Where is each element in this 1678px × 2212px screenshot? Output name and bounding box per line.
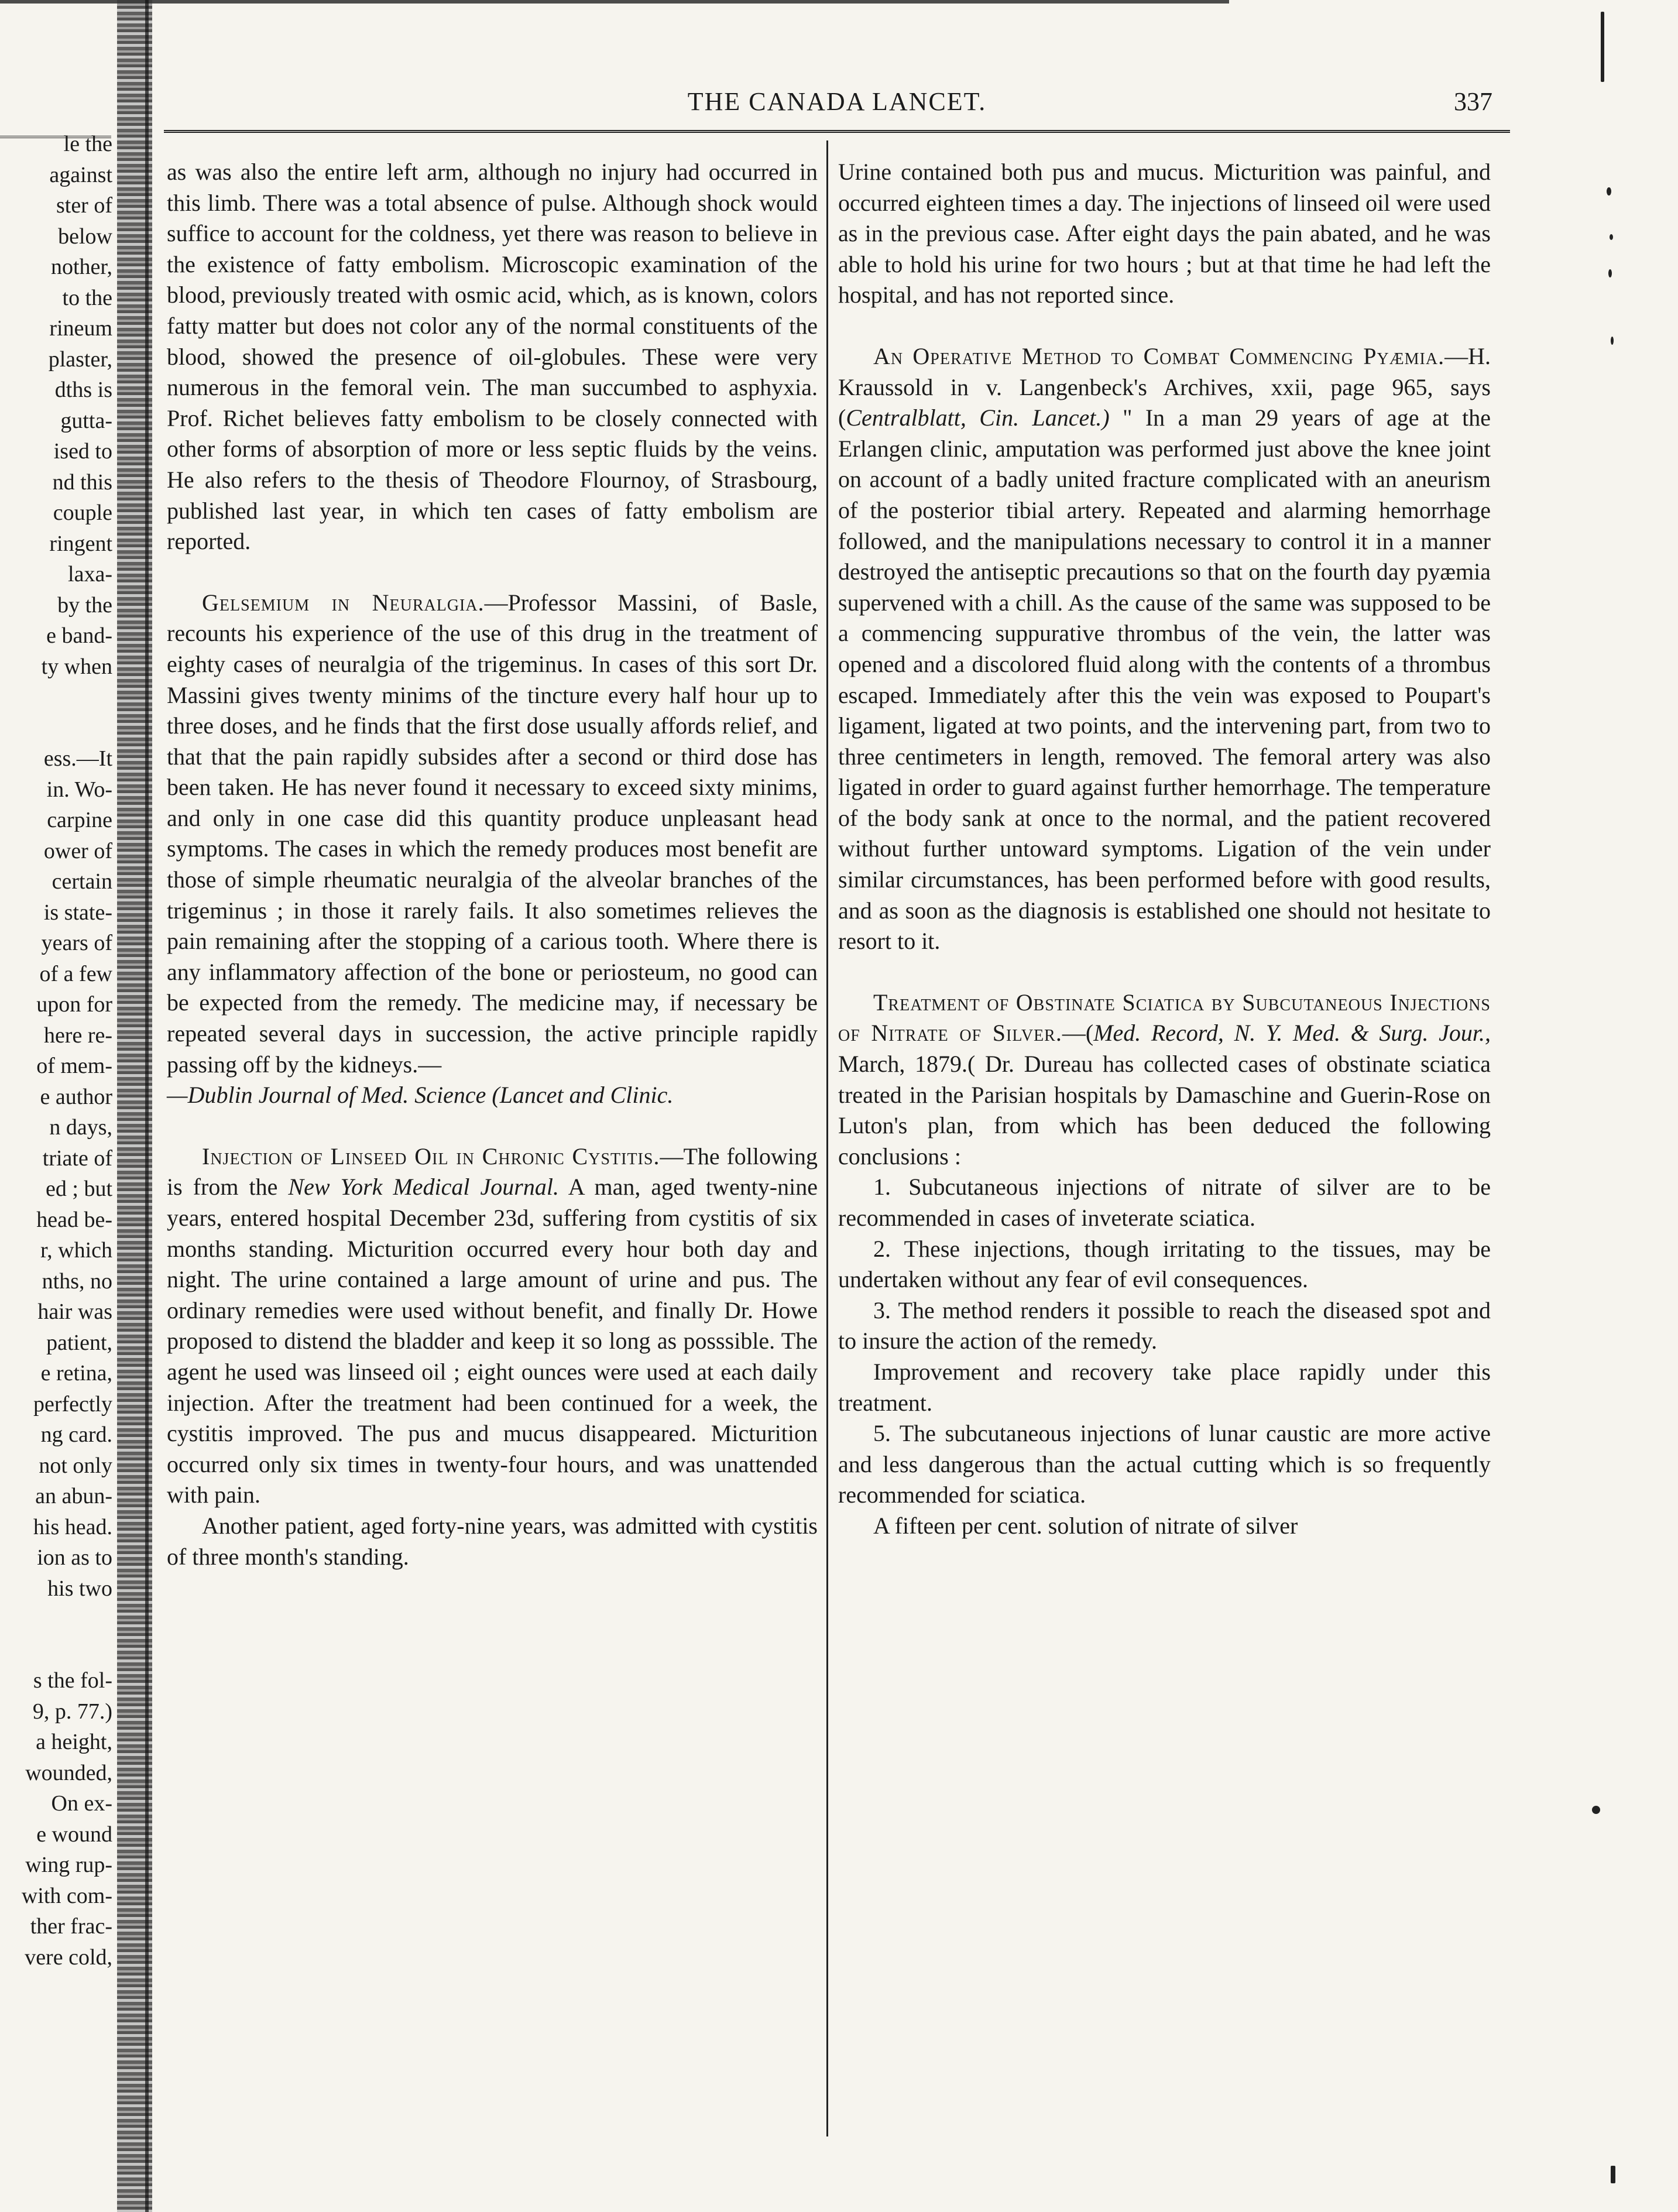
left-fragment-line: not only — [39, 1453, 112, 1478]
conclusion-2: 2. These injections, though irritating to the tissues, may be undertaken without any fear of evil consequences. — [838, 1235, 1491, 1293]
left-fragment-line: gutta- — [60, 408, 112, 433]
binding-edge — [145, 0, 149, 2212]
left-fragment-line: hair was — [37, 1299, 112, 1324]
sciatica-article: Treatment of Obstinate Sciatica by Subcutaneous Injections of Nitrate of Silver.—(Med. Record, N. Y. Med. & Surg. Jour., March, 1879.( Dr. Dureau has collected cases of obstinate sciatica treated in the Parisian hospitals by Damaschine and Guerin-Rose on Luton's plan, from which has been deduced the following conclusions : — [838, 989, 1491, 1170]
left-fragment-line: ised to — [53, 439, 112, 464]
header-rule — [164, 130, 1510, 133]
scan-speck — [1607, 187, 1611, 196]
left-fragment-line: e retina, — [40, 1361, 112, 1385]
sciatica-heading: Treatment of Obstinate Sciatica by Subcutaneous Injections of Nitrate of Silver. — [838, 989, 1491, 1047]
left-fragment-line: ess.—It — [43, 746, 112, 771]
conclusion-3: 3. The method renders it possible to reach the diseased spot and to insure the action of the remedy. — [838, 1297, 1491, 1354]
left-fragment-line — [0, 713, 112, 744]
pyaemia-body: " In a man 29 years of age at the Erlangen clinic, amputation was performed just above the knee joint on account of a badly united fracture complicated with an aneurism of the posterior tibial artery. Repeated and alarming hemorrhage followed, and the manipulations necessary to control it in a manner destroyed the antiseptic precautions so that on the fourth day pyæmia supervened with a chill. As the cause of the same was supposed to be a commencing suppurative thrombus of the vein, the latter was opened and a discolored fluid along with the contents of a thrombus escaped. Immediately after this the vein was exposed to Poupart's ligament, ligated at two points, and the intervening part, from two to three centimeters in length, removed. The femoral artery was also ligated in order to guard against further hemorrhage. The temperature of the body sank at once to the normal, and the patient recovered without further untoward symptoms. Ligation of the vein under similar circumstances, has been performed before with good results, and as soon as the diagnosis is established one should not hesitate to resort to it. — [838, 404, 1491, 955]
left-fragment-line: an abun- — [35, 1484, 112, 1508]
linseed-second-patient: Another patient, aged forty-nine years, was admitted with cystitis of three month's standing. — [167, 1512, 818, 1570]
left-fragment-line: s the fol- — [33, 1668, 112, 1693]
linseed-body: A man, aged twenty-nine years, entered hospital December 23d, suffering from cystitis of six months standing. Micturition occurred every hour both day and night. The urine contained a large amount of urine and pus. The ordinary remedies were used without benefit, and finally Dr. Howe proposed to distend the bladder and keep it so long as posssible. The agent he used was linseed oil ; eight ounces were used at each daily injection. After the treatment had been continued for a week, the cystitis improved. The pus and mucus disappeared. Micturition occurred only six times in twenty-four hours, and was unattended with pain. — [167, 1174, 818, 1508]
fatty-embolism-paragraph: as was also the entire left arm, although no injury had occurred in this limb. There was a total absence of pulse. Although shock would suffice to account for the coldness, yet there was reason to believe in the existence of fatty embolism. Microscopic examination of the blood, previously treated with osmic acid, which, as is known, colors fatty matter but does not color any of the normal constituents of the blood, showed the presence of oil-globules. These were very numerous in the femoral vein. The man succumbed to asphyxia. Prof. Richet believes fatty embolism to be closely connected with other forms of absorption of more or less septic fluids by the veins. He also refers to the thesis of Theodore Flournoy, of Strasbourg, published last year, in which ten cases of fatty embolism are reported. — [167, 159, 818, 555]
scan-speck — [1611, 337, 1614, 345]
left-fragment-line: n days, — [49, 1115, 112, 1140]
sciatica-intro: March, 1879.( Dr. Dureau has collected cases of obstinate sciatica treated in the Parisian hospitals by Damaschine and Guerin-Rose on Luton's plan, from which has been deduced the following conclusions : — [838, 1051, 1491, 1170]
left-fragment-line — [0, 1635, 112, 1666]
left-fragment-line: against — [49, 162, 112, 187]
left-fragment-line: On ex- — [51, 1791, 112, 1816]
left-fragment-line: nother, — [50, 255, 112, 279]
left-fragment-line: years of — [41, 931, 112, 955]
conclusion-1: 1. Subcutaneous injections of nitrate of silver are to be recommended in cases of inveterate sciatica. — [838, 1174, 1491, 1231]
right-column — [838, 157, 1491, 1542]
scan-edge-shadow — [0, 0, 1229, 23]
left-fragment-line: here re- — [43, 1023, 112, 1048]
left-fragment-line: nths, no — [42, 1268, 112, 1294]
left-fragment-line: to the — [62, 285, 112, 310]
left-fragment-line — [0, 682, 112, 713]
left-fragment-line: triate of — [42, 1146, 112, 1171]
left-column — [167, 157, 818, 1572]
scan-mark — [1601, 12, 1604, 82]
left-fragment-line: e band- — [46, 623, 112, 648]
left-fragment-line: of a few — [39, 961, 112, 986]
left-fragment-line: patient, — [46, 1330, 112, 1355]
left-fragment-line: wing rup- — [25, 1853, 112, 1877]
closing-line: A fifteen per cent. solution of nitrate of silver — [873, 1512, 1298, 1539]
page-number: 337 — [1454, 87, 1492, 116]
left-fragment-line: ther frac- — [30, 1914, 112, 1939]
gelsemium-article — [167, 588, 818, 1081]
left-fragment-line: his two — [47, 1576, 112, 1601]
left-fragment-line: perfectly — [33, 1391, 112, 1417]
left-fragment-line: ster of — [56, 193, 112, 218]
left-fragment-line: with com- — [21, 1883, 112, 1908]
left-fragment-line: ed ; but — [46, 1177, 112, 1201]
column-divider — [826, 140, 828, 2136]
gelsemium-body: —Professor Massini, of Basle, recounts his experience of the use of this drug in the treatment of eighty cases of neuralgia of the trigeminus. In cases of this sort Dr. Massini gives twenty minims of the tincture every half hour up to three doses, and he finds that the first dose usually affords relief, and that that the pain rapidly subsides after a second or third dose has been taken. He has never found it necessary to exceed sixty minims, and only in one case did this quantity produce unpleasant head symptoms. The cases in which the remedy produces most benefit are those of simple rheumatic neuralgia of the alveolar branches of the trigeminus ; in those it rarely fails. It also sometimes relieves the pain remaining after the stopping of a carious tooth. Where there is any inflammatory affection of the bone or periosteum, no good can be expected from the remedy. The medicine may, if necessary be repeated several days in succession, the active principle rapidly passing off by the kidneys.— — [167, 589, 818, 1078]
conclusion-4: Improvement and recovery take place rapidly under this treatment. — [838, 1358, 1491, 1416]
left-fragment-line: ower of — [43, 838, 112, 863]
pyaemia-source: Centralblatt, Cin. Lancet.) — [846, 404, 1110, 431]
left-fragment-line: r, which — [40, 1238, 112, 1263]
sciatica-source: Med. Record, N. Y. Med. & Surg. Jour., — [1093, 1020, 1491, 1047]
left-fragment-line: e author — [40, 1084, 112, 1109]
left-fragment-line: vere cold, — [25, 1944, 112, 1970]
linseed-article: Injection of Linseed Oil in Chronic Cystitis.—The following is from the New York Medical Journal. A man, aged twenty-nine years, entered hospital December 23d, suffering from cystitis of six months standing. Micturition occurred every hour both day and night. The urine contained a large amount of urine and pus. The ordinary remedies were used without benefit, and finally Dr. Howe proposed to distend the bladder and keep it so long as posssible. The agent he used was linseed oil ; eight ounces were used at each daily injection. After the treatment had been continued for a week, the cystitis improved. The pus and mucus disappeared. Micturition occurred only six times in twenty-four hours, and was unattended with pain. — [167, 1143, 818, 1508]
scan-mark — [1611, 2166, 1615, 2183]
left-fragment-line — [0, 1604, 112, 1635]
pyaemia-article: An Operative Method to Combat Commencing Pyæmia.—H. Kraussold in v. Langenbeck's Archives, xxii, page 965, says (Centralblatt, Cin. Lancet.) " In a man 29 years of age at the Erlangen clinic, amputation was performed just above the knee joint on account of a badly united fracture complicated with an aneurism of the posterior tibial artery. Repeated and alarming hemorrhage followed, and the manipulations necessary to control it in a manner destroyed the antiseptic precautions so that on the fourth day pyæmia supervened with a chill. As the cause of the same was supposed to be a commencing suppurative thrombus of the vein, the latter was opened and a discolored fluid along with the contents of a thrombus escaped. Immediately after this the vein was exposed to Poupart's ligament, ligated at two points, and the intervening part, from two to three centimeters in length, removed. The femoral artery was also ligated in order to guard against further hemorrhage. The temperature of the body sank at once to the normal, and the patient recovered without further untoward symptoms. Ligation of the vein under similar circumstances, has been performed before with good results, and as soon as the diagnosis is established one should not hesitate to resort to it. — [838, 342, 1491, 955]
conclusion-5: 5. The subcutaneous injections of lunar caustic are more active and less dangerous than the actual cutting which is so frequently recommended for sciatica. — [838, 1420, 1491, 1508]
left-fragment-line: ng card. — [40, 1422, 112, 1447]
scan-speck — [1608, 269, 1612, 277]
left-fragment-line: of mem- — [36, 1054, 112, 1078]
left-fragment-line: dths is — [54, 378, 112, 402]
gelsemium-heading: Gelsemium in Neuralgia. — [202, 589, 485, 616]
scan-speck — [1610, 234, 1613, 240]
left-fragment-line: le the — [63, 132, 112, 156]
gelsemium-source: —Dublin Journal of Med. Science (Lancet and Clinic. — [167, 1082, 674, 1109]
left-fragment-line: head be- — [36, 1207, 112, 1232]
left-fragment-line: his head. — [33, 1514, 112, 1539]
linseed-heading: Injection of Linseed Oil in Chronic Cystitis. — [202, 1143, 660, 1170]
journal-title: THE CANADA LANCET. — [687, 87, 987, 116]
left-fragment-line: ion as to — [37, 1545, 112, 1570]
scan-speck — [1592, 1806, 1600, 1814]
left-fragment-line: ty when — [41, 654, 112, 679]
left-fragment-line: e wound — [36, 1822, 112, 1847]
linseed-journal: New York Medical Journal. — [288, 1174, 559, 1201]
running-header — [164, 87, 1510, 128]
left-fragment-line: by the — [57, 592, 112, 618]
left-fragment-line: 9, p. 77.) — [32, 1699, 112, 1724]
left-fragment-line: plaster, — [48, 347, 112, 372]
cystitis-continuation: Urine contained both pus and mucus. Micturition was painful, and occurred eighteen times a day. The injections of linseed oil were used as in the previous case. After eight days the pain abated, and he was able to hold his urine for two hours ; but at that time he had left the hospital, and has not reported since. — [838, 159, 1491, 308]
left-fragment-line: certain — [52, 869, 112, 894]
left-fragment-line: a height, — [36, 1730, 112, 1754]
left-fragment-line: couple — [53, 500, 112, 525]
left-fragment-line: nd this — [52, 469, 112, 495]
pyaemia-heading: An Operative Method to Combat Commencing Pyæmia. — [873, 342, 1445, 369]
left-fragment-line: carpine — [47, 808, 112, 832]
left-fragment-line: ringent — [49, 531, 112, 556]
left-page-fragment — [0, 129, 117, 1973]
left-fragment-line: rineum — [49, 316, 112, 341]
left-fragment-line: wounded, — [25, 1760, 112, 1785]
left-fragment-line: is state- — [43, 900, 112, 925]
left-fragment-line: in. Wo- — [46, 777, 112, 802]
left-fragment-line: upon for — [36, 992, 112, 1017]
left-fragment-line: laxa- — [68, 562, 112, 587]
left-fragment-line: below — [58, 224, 112, 249]
